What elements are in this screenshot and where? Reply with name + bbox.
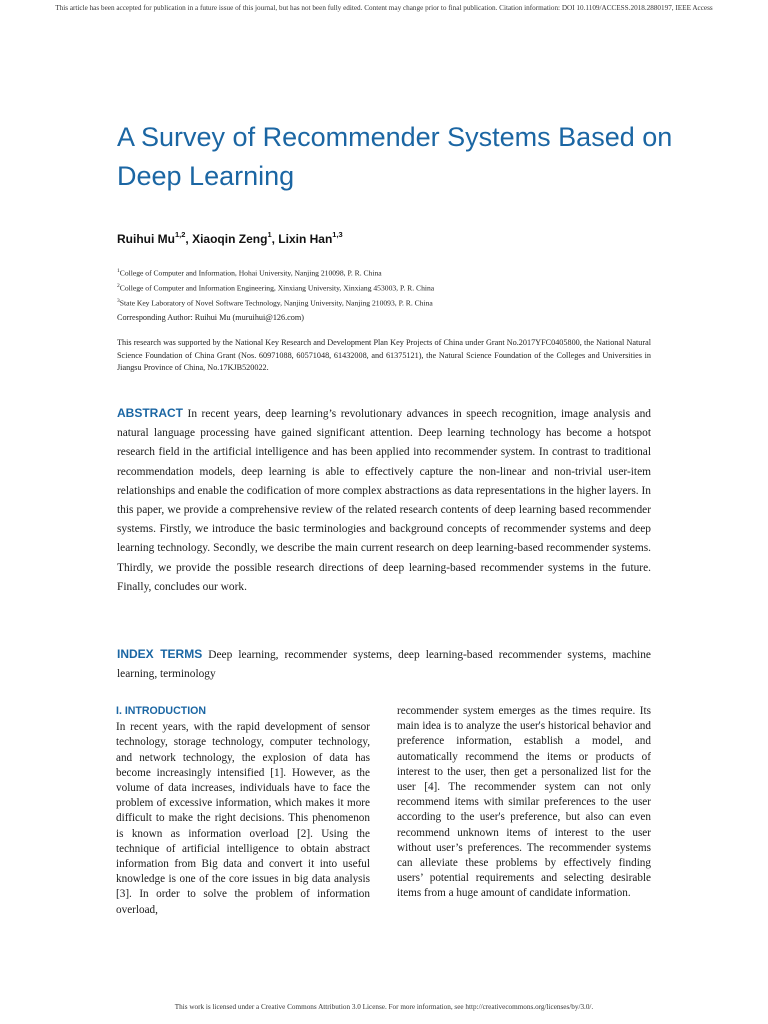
author-affiliation-mark: 1,3	[332, 230, 343, 239]
abstract-text: In recent years, deep learning’s revolutionary advances in speech recognition, image analysis and natural language processing have gained significant attention. Deep learning technology has become a hotspot research field in the artificial intelligence and has been applied into recommender system. In contrast to traditional recommendation models, deep learning is able to effectively capture the non-linear and non-trivial user-item relationships and enable the codification of more complex abstractions as data representations in the higher layers. In this paper, we provide a comprehensive review of the related research contents of deep learning based recommender systems. Firstly, we introduce the basic terminologies and background concepts of recommender systems and deep learning technology. Secondly, we describe the main current research on deep learning-based recommender systems. Thirdly, we provide the possible research directions of deep learning-based recommender systems in the future. Finally, concludes our work.	[117, 408, 651, 593]
author-affiliation-mark: 1,2	[174, 230, 186, 239]
affiliation-list	[117, 265, 657, 310]
corresponding-author: Corresponding Author: Ruihui Mu (muruihui@126.com)	[117, 313, 304, 322]
affiliation-item: $^2$College of Computer and Information Engineering, Xinxiang University, Xinxiang 453003, P. R. China	[117, 283, 435, 293]
license-footer: This work is licensed under a Creative Commons Attribution 3.0 License. For more information, see http://creativecommons.org/licenses/by/3.0/.	[174, 1003, 594, 1011]
index-terms	[117, 645, 651, 684]
abstract-label: ABSTRACT	[117, 406, 183, 420]
author-name: Ruihui Mu	[117, 232, 175, 246]
paper-title: A Survey of Recommender Systems Based on Deep Learning	[117, 122, 673, 191]
author-name: Lixin Han	[278, 232, 333, 246]
author-affiliation-mark: 1	[267, 230, 272, 239]
paragraph: recommender system emerges as the times require. Its main idea is to analyze the user's historical behavior and preference information, establish a model, and automatically recommend the items or products of interest to the user, then get a personalized list for the user [4]. The recommender system can not only recommend items with similar preferences to the user according to the user's preference, but also can even recommend unknown items of interest to the user without user’s preferences. The recommender systems can alleviate these problems by effectively finding users’ potential requirements and selecting desirable items from a huge amount of candidate information.	[397, 705, 651, 900]
column-left	[116, 704, 370, 918]
abstract	[117, 404, 651, 597]
paragraph: In recent years, with the rapid development of sensor technology, storage technology, computer technology, and network technology, the explosion of data has become increasingly intensified [1]. However, as the volume of data increases, individuals have to face the problem of excessive information, which makes it more difficult to make the right decisions. This phenomenon is known as information overload [2]. Using the technique of artificial intelligence to obtain abstract information from Big data and convert it into useful knowledge is one of the core issues in big data analysis [3]. In order to solve the problem of information overload,	[116, 721, 370, 916]
column-right	[397, 704, 651, 902]
journal-notice: This article has been accepted for publication in a future issue of this journal, but has not been fully edited. Content may change prior to final publication. Citation information: DOI 10.1109/ACCESS.2018.2880197, IEEE Access	[55, 4, 713, 12]
author-list: Ruihui Mu$^{1,2}$, Xiaoqin Zeng$^1$, Lixin Han$^{1,3}$	[117, 230, 343, 246]
affiliation-item: $^1$College of Computer and Information, Hohai University, Nanjing 210098, P. R. China	[117, 268, 382, 278]
index-terms-label: INDEX TERMS	[117, 647, 203, 661]
index-terms-text: Deep learning, recommender systems, deep learning-based recommender systems, machine learning, terminology	[117, 649, 651, 680]
funding-statement: This research was supported by the National Key Research and Development Plan Key Projects of China under Grant No.2017YFC0405800, the National Natural Science Foundation of China Grant (Nos. 60971088, 60571048, 61432008, and 61375121), the Natural Science Foundation of the Colleges and Universities in Jiangsu Province of China, No.17KJB520022.	[117, 338, 651, 372]
author-name: Xiaoqin Zeng	[192, 232, 268, 246]
section-heading: I. INTRODUCTION	[116, 705, 207, 717]
affiliation-item: $^3$State Key Laboratory of Novel Software Technology, Nanjing University, Nanjing 210093, P. R. China	[117, 298, 433, 308]
